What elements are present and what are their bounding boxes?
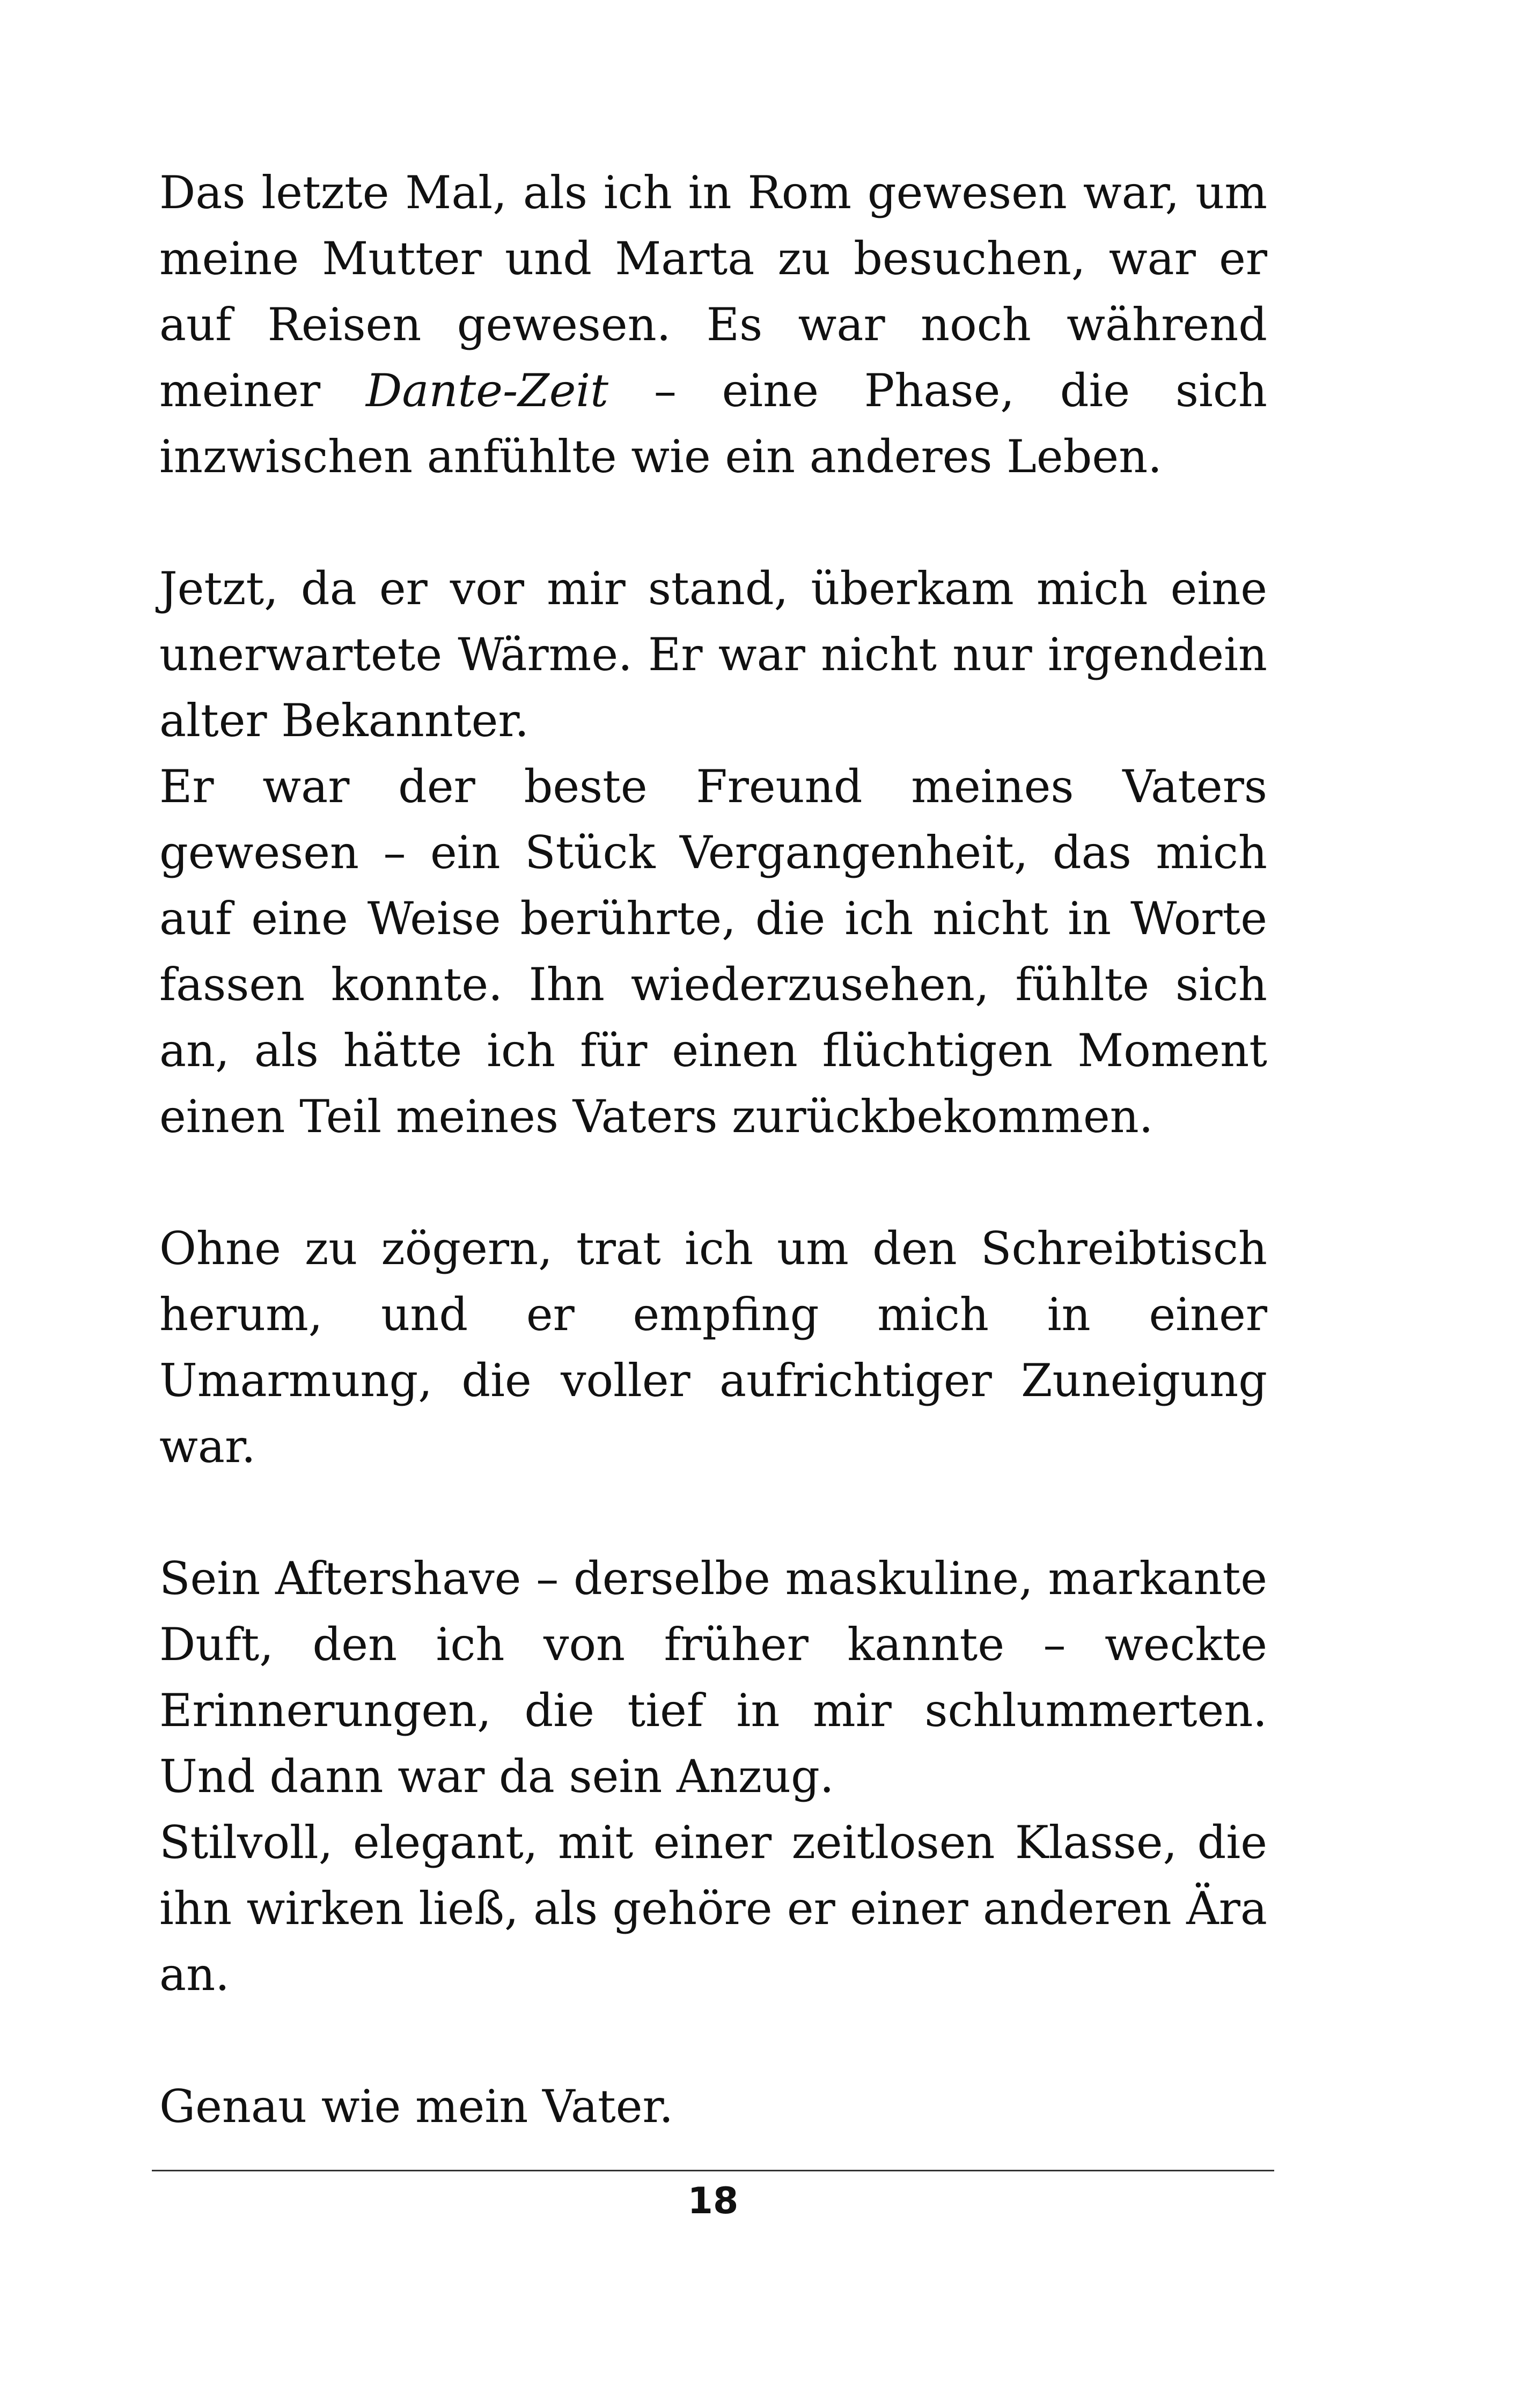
paragraph-4: Ohne zu zögern, trat ich um den Schreibtisch herum, und er empfing mich in einer Umarmung, die voller aufrichtiger Zuneigung war. [159,1222,1267,1473]
paragraph-7: Genau wie mein Vater. [159,2080,674,2133]
paragraph-1 [159,160,1267,490]
paragraph-1-text-a: Das letzte Mal, als ich in Rom gewesen war, um meine Mutter und Marta zu besuchen, war er auf Reisen gewesen. Es war noch während meiner [159,166,1267,417]
paragraph-3: Er war der beste Freund meines Vaters gewesen – ein Stück Vergangenheit, das mich auf eine Weise berührte, die ich nicht in Worte fassen konnte. Ihn wiederzusehen, fühlte sich an, als hätte ich für einen flüchtigen Moment einen Teil meines Vaters zurückbekommen. [159,760,1267,1143]
paragraph-6: Stilvoll, elegant, mit einer zeitlosen Klasse, die ihn wirken ließ, als gehöre er einer anderen Ära an. [159,1816,1267,2001]
paragraph-2: Jetzt, da er vor mir stand, überkam mich eine unerwartete Wärme. Er war nicht nur irgendein alter Bekannter. [159,562,1267,747]
italic-term: Dante-Zeit [365,364,609,417]
body-text [159,160,1267,2140]
footer-divider [152,2170,1274,2171]
page-number: 18 [687,2180,739,2222]
paragraph-5: Sein Aftershave – derselbe maskuline, markante Duft, den ich von früher kannte – weckte Erinnerungen, die tief in mir schlummerten. Und dann war da sein Anzug. [159,1552,1267,1803]
paragraph-1-text-b: – eine Phase, die sich inzwischen anfühlte wie ein anderes Leben. [159,364,1267,483]
